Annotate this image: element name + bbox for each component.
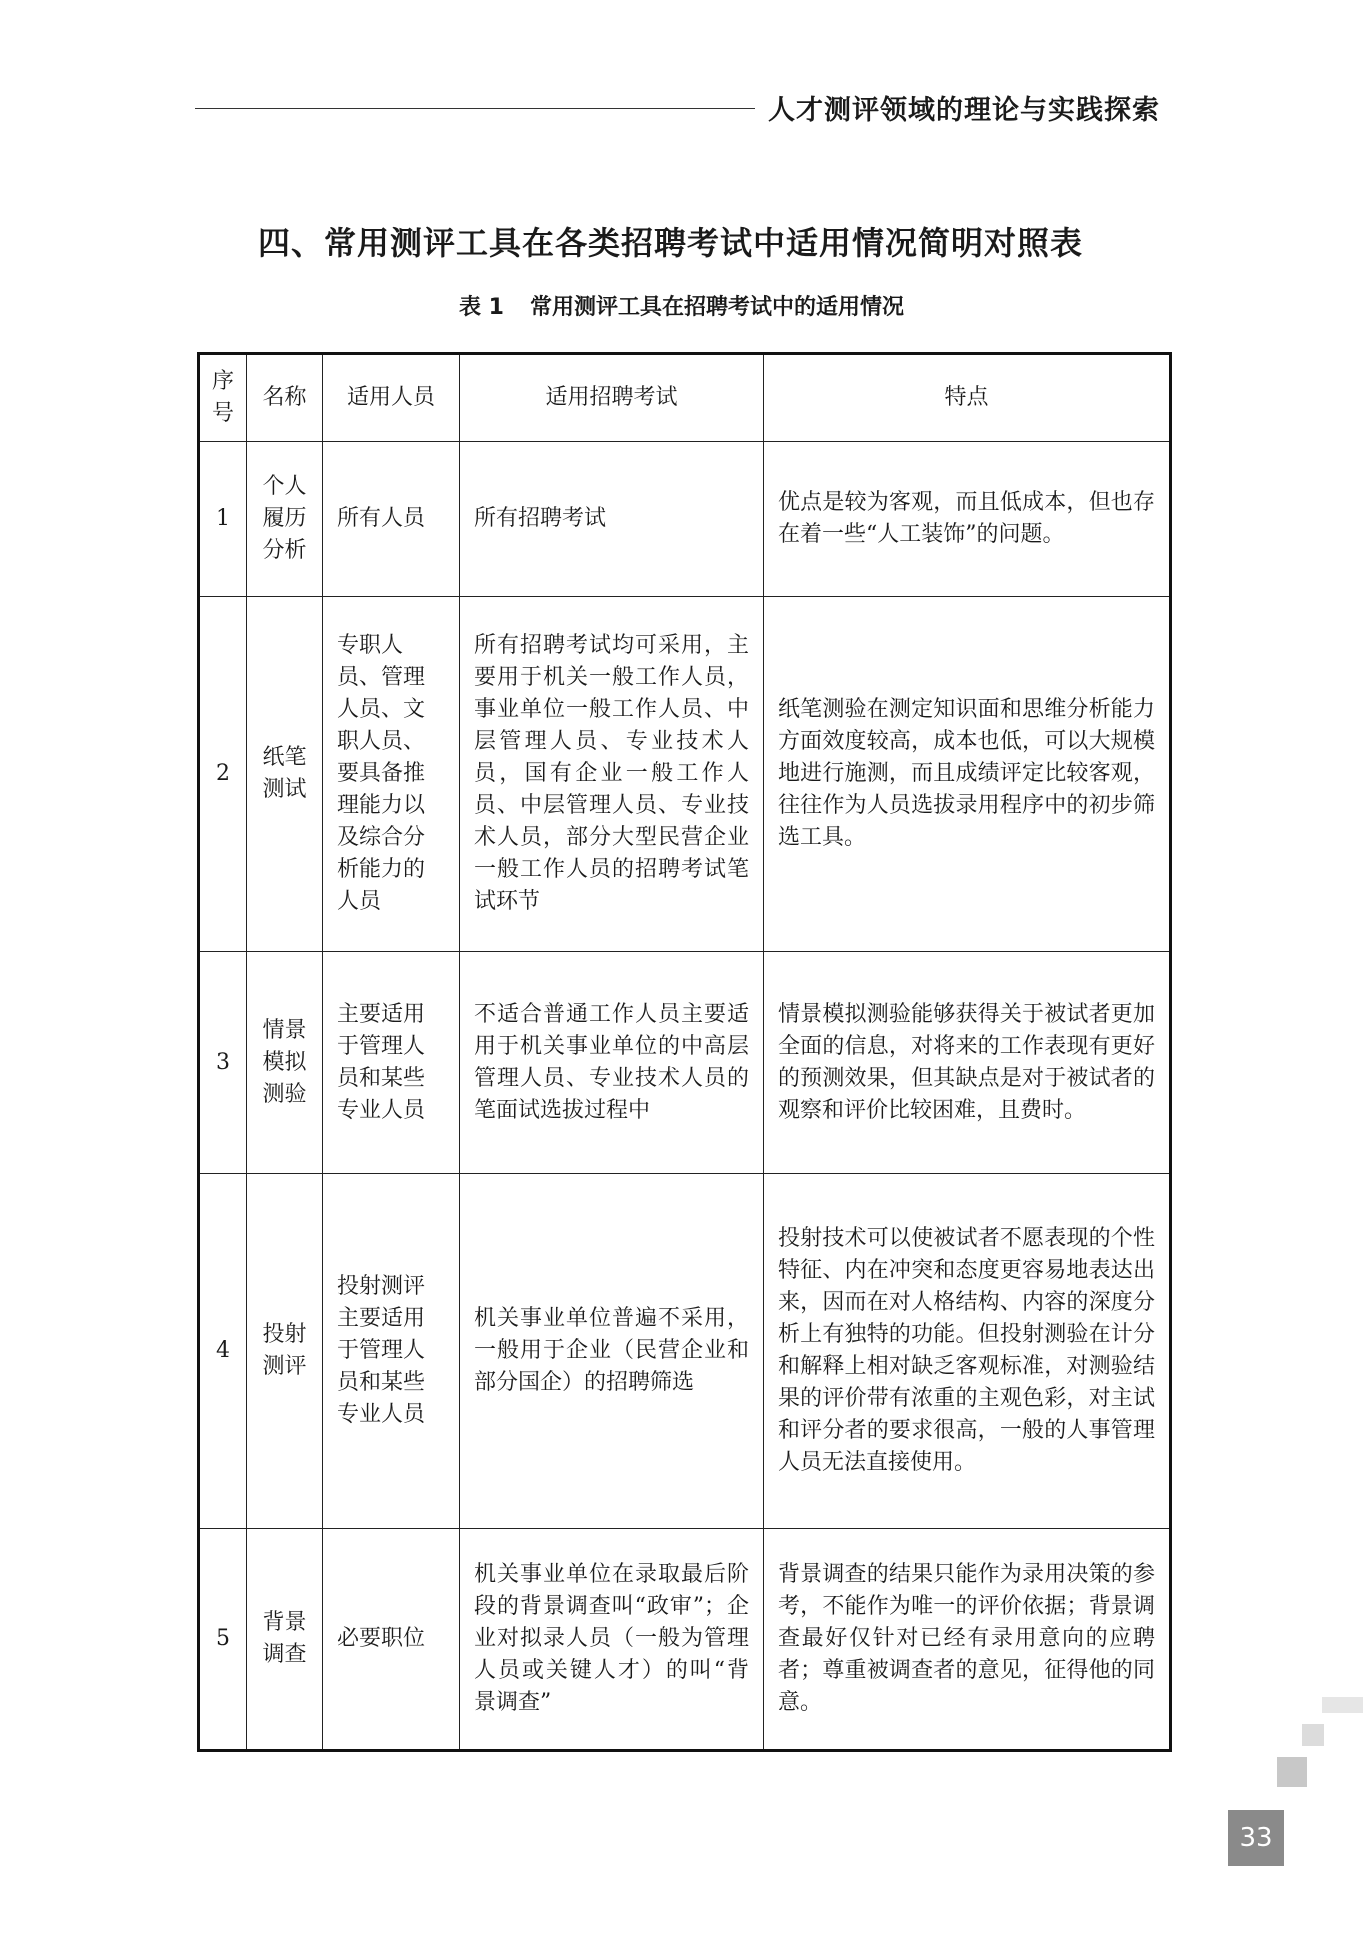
running-title: 人才测评领域的理论与实践探索	[768, 95, 1160, 126]
header-exams: 适用招聘考试	[460, 354, 764, 442]
table-header-row	[199, 354, 1171, 442]
row-name: 投射测评	[247, 1174, 323, 1529]
row-personnel: 专职人员、管理人员、文职人员、要具备推理能力以及综合分析能力的人员	[323, 597, 460, 952]
table-row	[199, 1174, 1171, 1529]
row-features: 情景模拟测验能够获得关于被试者更加全面的信息，对将来的工作表现有更好的预测效果，但其缺点是对于被试者的观察和评价比较困难，且费时。	[764, 952, 1171, 1174]
header-features: 特点	[764, 354, 1171, 442]
table-caption-number: 表 1	[459, 295, 504, 320]
header-name: 名称	[247, 354, 323, 442]
header-rule	[195, 108, 755, 109]
row-features: 优点是较为客观，而且低成本，但也存在着一些“人工装饰”的问题。	[764, 442, 1171, 597]
row-index: 4	[199, 1174, 247, 1529]
row-name: 背景调查	[247, 1529, 323, 1751]
row-exams: 所有招聘考试	[460, 442, 764, 597]
header-index: 序号	[199, 354, 247, 442]
table-row	[199, 1529, 1171, 1751]
row-personnel: 投射测评主要适用于管理人员和某些专业人员	[323, 1174, 460, 1529]
row-features: 投射技术可以使被试者不愿表现的个性特征、内在冲突和态度更容易地表达出来，因而在对人格结构、内容的深度分析上有独特的功能。但投射测验在计分和解释上相对缺乏客观标准，对测验结果的评价带有浓重的主观色彩，对主试和评分者的要求很高，一般的人事管理人员无法直接使用。	[764, 1174, 1171, 1529]
row-name: 纸笔测试	[247, 597, 323, 952]
decor-square	[1322, 1697, 1363, 1713]
row-index: 1	[199, 442, 247, 597]
tools-table	[197, 352, 1172, 1752]
row-name: 情景模拟测验	[247, 952, 323, 1174]
row-index: 2	[199, 597, 247, 952]
row-features: 背景调查的结果只能作为录用决策的参考，不能作为唯一的评价依据；背景调查最好仅针对已经有录用意向的应聘者；尊重被调查者的意见，征得他的同意。	[764, 1529, 1171, 1751]
row-features: 纸笔测验在测定知识面和思维分析能力方面效度较高，成本也低，可以大规模地进行施测，而且成绩评定比较客观，往往作为人员选拔录用程序中的初步筛选工具。	[764, 597, 1171, 952]
decor-square	[1302, 1724, 1324, 1746]
table-row	[199, 597, 1171, 952]
row-exams: 机关事业单位在录取最后阶段的背景调查叫“政审”；企业对拟录人员（一般为管理人员或关键人才）的叫“背景调查”	[460, 1529, 764, 1751]
row-exams: 不适合普通工作人员主要适用于机关事业单位的中高层管理人员、专业技术人员的笔面试选拔过程中	[460, 952, 764, 1174]
row-personnel: 必要职位	[323, 1529, 460, 1751]
row-exams: 所有招聘考试均可采用，主要用于机关一般工作人员，事业单位一般工作人员、中层管理人员、专业技术人员，国有企业一般工作人员、中层管理人员、专业技术人员，部分大型民营企业一般工作人员的招聘考试笔试环节	[460, 597, 764, 952]
page-number: 33	[1228, 1810, 1284, 1866]
decor-square	[1277, 1757, 1307, 1787]
table-caption-text: 常用测评工具在招聘考试中的适用情况	[529, 295, 904, 320]
row-index: 5	[199, 1529, 247, 1751]
row-name: 个人履历分析	[247, 442, 323, 597]
table-row	[199, 952, 1171, 1174]
section-title: 四、常用测评工具在各类招聘考试中适用情况简明对照表	[258, 224, 1084, 262]
header-personnel: 适用人员	[323, 354, 460, 442]
table-row	[199, 442, 1171, 597]
row-index: 3	[199, 952, 247, 1174]
row-exams: 机关事业单位普遍不采用，一般用于企业（民营企业和部分国企）的招聘筛选	[460, 1174, 764, 1529]
row-personnel: 所有人员	[323, 442, 460, 597]
table-caption	[0, 290, 1363, 321]
row-personnel: 主要适用于管理人员和某些专业人员	[323, 952, 460, 1174]
